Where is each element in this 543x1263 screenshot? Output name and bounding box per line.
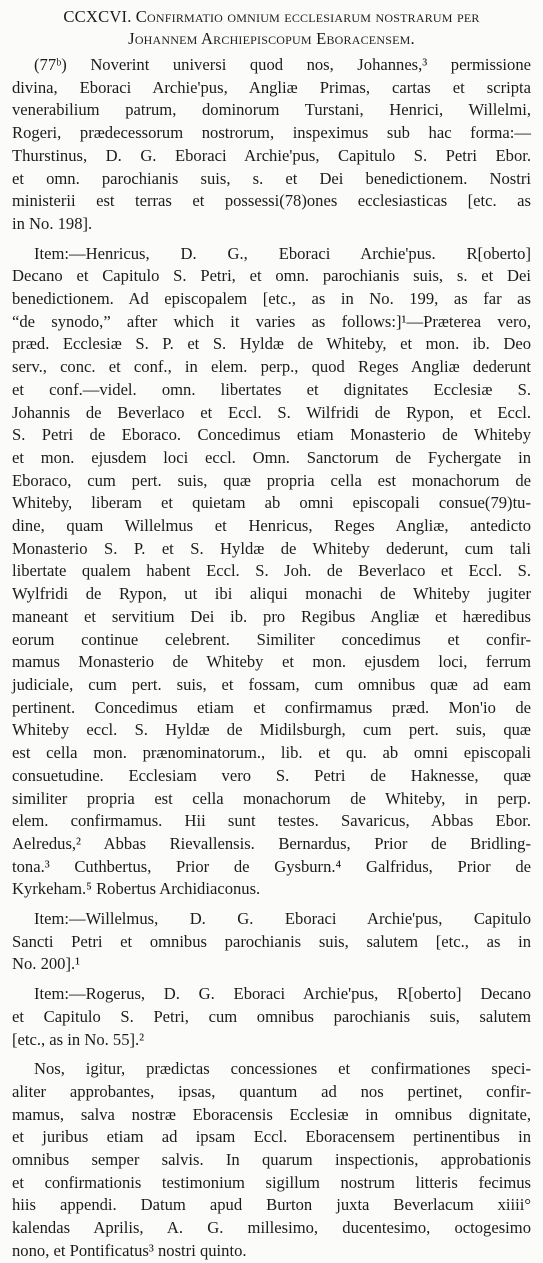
text-line: est cella mon. prænominatorum., lib. et qu. ab omni episcopali <box>12 743 531 763</box>
text-line: Whiteby, liberam et quietam ab omni episcopali consue(79)tu- <box>12 493 531 513</box>
text-line: præd. Ecclesiæ S. P. et S. Hyldæ de Whiteby, et mon. ib. Deo <box>12 334 531 354</box>
text-line: Nos, igitur, prædictas concessiones et confirmationes speci- <box>34 1059 531 1079</box>
text-line: et mon. ejusdem loci eccl. Omn. Sanctorum de Fychergate in <box>12 447 531 467</box>
text-line: Monasterio S. P. et S. Hyldæ de Whiteby dederunt, cum tali <box>12 538 531 558</box>
text-line: Whiteby eccl. S. Hyldæ de Midilsburgh, cum pert. suis, quæ <box>12 720 531 740</box>
text-line: divina, Eboraci Archie'pus, Angliæ Primas, cartas et scripta <box>12 77 531 97</box>
text-line: ministerii est terras et possessi(78)ones ecclesiasticas [etc. as <box>12 191 531 211</box>
text-line: hiis appendi. Datum apud Burton juxta Beverlacum xiiii° <box>12 1195 531 1215</box>
text-line: Item:—Willelmus, D. G. Eboraci Archie'pus, Capitulo <box>34 909 531 929</box>
charter-title-line2: Johannem Archiepiscopum Eboracensem. <box>128 29 415 48</box>
text-line: benedictionem. Ad episcopalem [etc., as in No. 199, as far as <box>12 289 531 309</box>
text-line: Aelredus,² Abbas Rievallensis. Bernardus, Prior de Bridling- <box>12 833 531 853</box>
text-line: elem. confirmamus. Hii sunt testes. Savaricus, Abbas Ebor. <box>12 811 531 831</box>
text-line: Item:—Rogerus, D. G. Eboraci Archie'pus, R[oberto] Decano <box>34 984 531 1004</box>
text-line: [etc., as in No. 55].² <box>12 1029 145 1049</box>
text-line: Kyrkeham.⁵ Robertus Archidiaconus. <box>12 879 261 899</box>
text-line: mamus Monasterio de Whiteby et mon. ejusdem loci, ferrum <box>12 652 531 672</box>
text-line: aliter approbantes, ipsas, quantum ad nos pertinet, confir- <box>12 1081 531 1101</box>
text-line: consuetudine. Ecclesiam vero S. Petri de Haknesse, quæ <box>12 765 531 785</box>
text-line: “de synodo,” after which it varies as follows:]¹—Præterea vero, <box>12 311 531 331</box>
paragraph <box>12 54 531 236</box>
charter-title-line1: Confirmatio omnium ecclesiarum nostrarum per <box>135 7 480 26</box>
text-line: in No. 198]. <box>12 213 93 233</box>
text-line: dine, quam Willelmus et Henricus, Reges Angliæ, antedicto <box>12 516 531 536</box>
text-line: libertate qualem habent Eccl. S. Joh. de Beverlaco et Eccl. S. <box>12 561 531 581</box>
text-line: Eboraco, cum pert. suis, quæ propria cella est monachorum de <box>12 470 531 490</box>
heading-line-1 <box>12 6 531 28</box>
charter-heading <box>12 6 531 50</box>
text-line: judiciale, cum pert. suis, et fossam, cum omnibus quæ ad eam <box>12 674 531 694</box>
text-line: omnibus semper salvis. In quarum inspectionis, approbationis <box>12 1150 531 1170</box>
paragraph <box>12 243 531 901</box>
text-line: (77ᵇ) Noverint universi quod nos, Johannes,³ permissione <box>34 55 531 74</box>
charter-body <box>12 54 531 1263</box>
text-line: serv., conc. et conf., in elem. perp., quod Reges Angliæ dederunt <box>12 357 531 377</box>
text-line: tona.³ Cuthbertus, Prior de Gysburn.⁴ Galfridus, Prior de <box>12 856 531 876</box>
charter-number: CCXCVI. <box>63 7 132 26</box>
text-line: pertinent. Concedimus etiam et confirmamus præd. Mon'io de <box>12 697 531 717</box>
paragraph <box>12 983 531 1051</box>
text-line: et omn. parochianis suis, s. et Dei benedictionem. Nostri <box>12 168 531 188</box>
text-line: Thurstinus, D. G. Eboraci Archie'pus, Capitulo S. Petri Ebor. <box>12 145 531 165</box>
text-line: et conf.—videl. omn. libertates et dignitates Ecclesiæ S. <box>12 379 531 399</box>
text-line: Decano et Capitulo S. Petri, et omn. parochianis suis, s. et Dei <box>12 266 531 286</box>
paragraph <box>12 1058 531 1262</box>
text-line: Item:—Henricus, D. G., Eboraci Archie'pus. R[oberto] <box>34 243 531 263</box>
text-line: nono, et Pontificatus³ nostri quinto. <box>12 1240 247 1260</box>
text-line: et confirmationis testimonium sigillum nostrum litteris fecimus <box>12 1172 531 1192</box>
text-line: Rogeri, prædecessorum nostrorum, inspeximus sub hac forma:— <box>12 123 531 143</box>
text-line: et juribus etiam ad ipsam Eccl. Eboracensem pertinentibus in <box>12 1127 531 1147</box>
text-line: Sancti Petri et omnibus parochianis suis, salutem [etc., as in <box>12 931 531 951</box>
text-line: venerabilium patrum, dominorum Turstani, Henrici, Willelmi, <box>12 100 531 120</box>
text-line: maneant et servitium Dei ib. pro Regibus Angliæ et hæredibus <box>12 606 531 626</box>
paragraph <box>12 908 531 976</box>
text-line: Johannis de Beverlaco et Eccl. S. Wilfridi de Rypon, et Eccl. <box>12 402 531 422</box>
text-line: Wylfridi de Rypon, ut ibi aliqui monachi de Whiteby jugiter <box>12 584 531 604</box>
text-line: mamus, salva nostræ Eboracensis Ecclesiæ in omnibus dignitate, <box>12 1104 531 1124</box>
text-line: similiter propria est cella monachorum de Whiteby, in perp. <box>12 788 531 808</box>
text-line: et Capitulo S. Petri, cum omnibus parochianis suis, salutem <box>12 1006 531 1026</box>
text-line: No. 200].¹ <box>12 954 81 974</box>
text-line: S. Petri de Eboraco. Concedimus etiam Monasterio de Whiteby <box>12 425 531 445</box>
text-line: eorum continue celebrent. Similiter concedimus et confir- <box>12 629 531 649</box>
text-line: kalendas Aprilis, A. G. millesimo, ducentesimo, octogesimo <box>12 1218 531 1238</box>
